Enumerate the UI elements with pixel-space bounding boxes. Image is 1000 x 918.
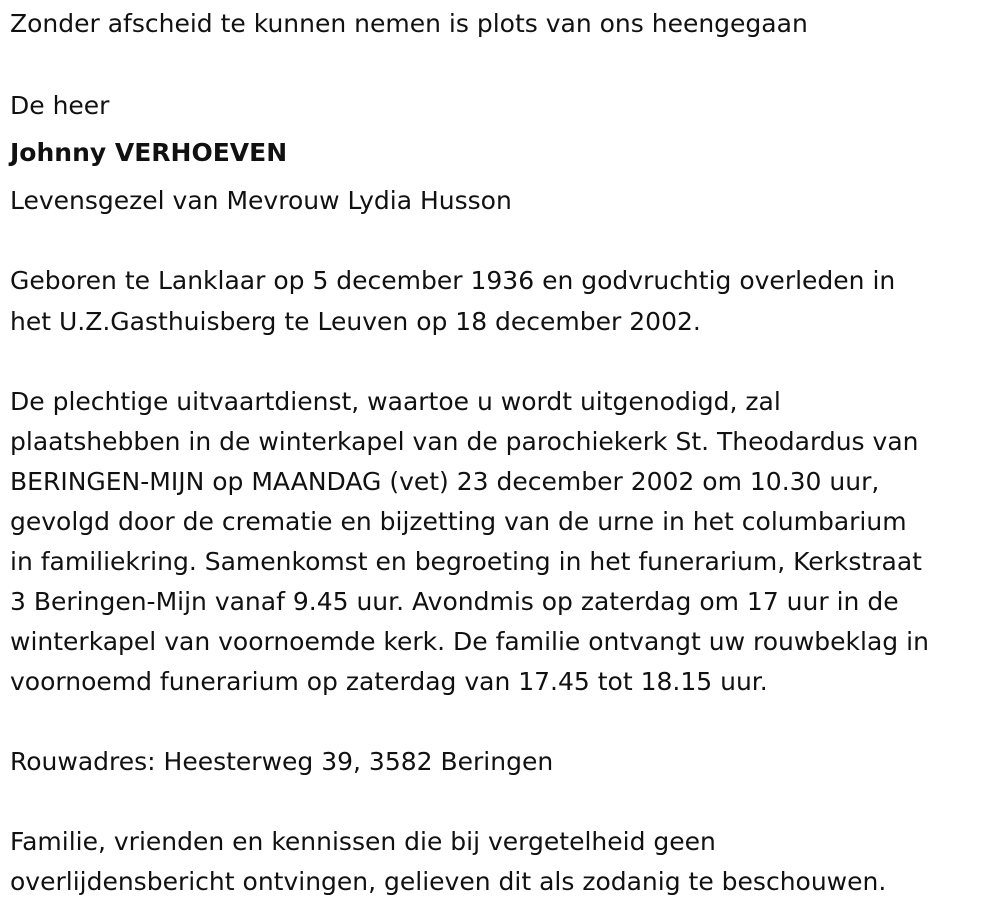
intro-line: Zonder afscheid te kunnen nemen is plots van ons heengegaan <box>10 9 808 38</box>
closing-line-1: Familie, vrienden en kennissen die bij vergetelheid geen <box>10 827 716 856</box>
salutation: De heer <box>10 91 110 120</box>
funeral-line-6: 3 Beringen-Mijn vanaf 9.45 uur. Avondmis op zaterdag om 17 uur in de <box>10 587 899 616</box>
birth-death-line-1: Geboren te Lanklaar op 5 december 1936 en godvruchtig overleden in <box>10 266 896 295</box>
birth-death-line-2: het U.Z.Gasthuisberg te Leuven op 18 december 2002. <box>10 307 701 336</box>
funeral-line-7: winterkapel van voornoemde kerk. De familie ontvangt uw rouwbeklag in <box>10 627 929 656</box>
funeral-line-3: BERINGEN-MIJN op MAANDAG (vet) 23 december 2002 om 10.30 uur, <box>10 467 880 496</box>
funeral-line-5: in familiekring. Samenkomst en begroeting in het funerarium, Kerkstraat <box>10 547 922 576</box>
funeral-line-1: De plechtige uitvaartdienst, waartoe u wordt uitgenodigd, zal <box>10 387 781 416</box>
mourning-address: Rouwadres: Heesterweg 39, 3582 Beringen <box>10 747 554 776</box>
funeral-line-4: gevolgd door de crematie en bijzetting van de urne in het columbarium <box>10 507 907 536</box>
relation-line: Levensgezel van Mevrouw Lydia Husson <box>10 186 512 215</box>
deceased-name: Johnny VERHOEVEN <box>10 138 288 167</box>
closing-line-2: overlijdensbericht ontvingen, gelieven dit als zodanig te beschouwen. <box>10 867 887 896</box>
funeral-line-2: plaatshebben in de winterkapel van de parochiekerk St. Theodardus van <box>10 427 919 456</box>
funeral-line-8: voornoemd funerarium op zaterdag van 17.45 tot 18.15 uur. <box>10 667 768 696</box>
